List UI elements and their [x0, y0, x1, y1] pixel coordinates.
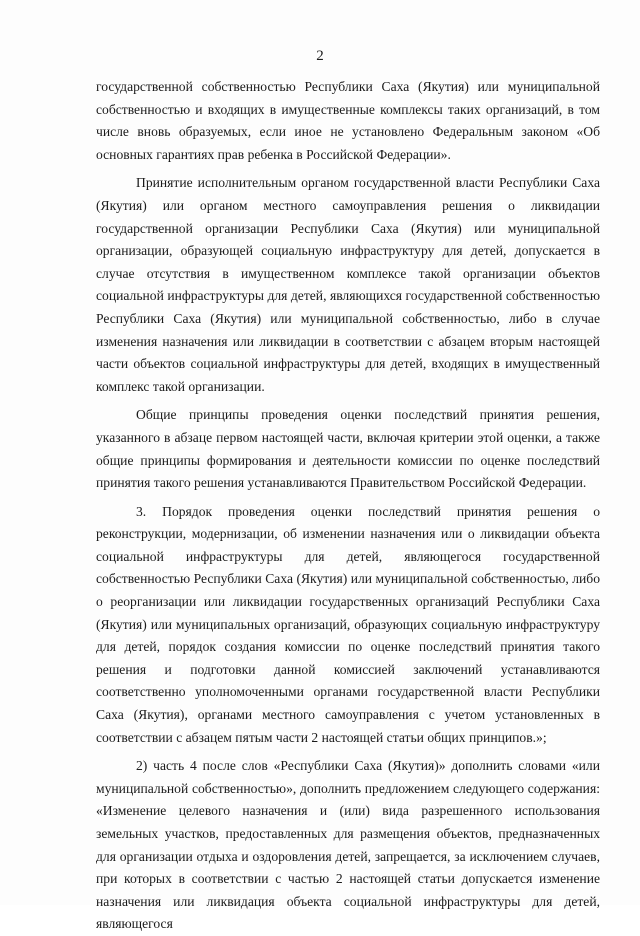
paragraph: Общие принципы проведения оценки последствий принятия решения, указанного в абзаце первом настоящей части, включая критерии этой оценки, а также общие принципы формирования и деятельности комиссии по оценке последствий принятия такого решения устанавливаются Правительством Российской Федерации. [96, 407, 600, 491]
document-body [96, 76, 600, 936]
paragraph: 2) часть 4 после слов «Республики Саха (Якутия)» дополнить словами «или муниципальной собственностью», дополнить предложением следующего содержания: «Изменение целевого назначения и (или) вида разрешенного использования земельных участков, предоставленных для размещения объектов, предназначенных для организации отдыха и оздоровления детей, запрещается, за исключением случаев, при которых в соответствии с частью 2 настоящей статьи допускается изменение назначения или ликвидация объекта социальной инфраструктуры для детей, являющегося [96, 758, 600, 932]
paragraph: 3. Порядок проведения оценки последствий принятия решения о реконструкции, модернизации, об изменении назначения или о ликвидации объекта социальной инфраструктуры для детей, являющегося государственной собственностью Республики Саха (Якутия) или муниципальной собственностью, либо о реорганизации или ликвидации государственных организаций Республики Саха (Якутия) или муниципальных организаций, образующих социальную инфраструктуру для детей, порядок создания комиссии по оценке последствий принятия такого решения и подготовки данной комиссией заключений устанавливаются соответственно уполномоченными органами государственной власти Республики Саха (Якутия), органами местного самоуправления с учетом установленных в соответствии с абзацем пятым части 2 настоящей статьи общих принципов.»; [96, 503, 600, 745]
page-number: 2 [316, 48, 324, 64]
paragraph-continuation: государственной собственностью Республики Саха (Якутия) или муниципальной собственностью и входящих в имущественные комплексы таких организаций, в том числе вновь образуемых, если иное не установлено Федеральным законом «Об основных гарантиях прав ребенка в Российской Федерации». [96, 79, 600, 162]
paragraph: Принятие исполнительным органом государственной власти Республики Саха (Якутия) или органом местного самоуправления решения о ликвидации государственной организации Республики Саха (Якутия) или муниципальной организации, образующей социальную инфраструктуру для детей, допускается в случае отсутствия в имущественном комплексе такой организации объектов социальной инфраструктуры для детей, являющихся государственной собственностью Республики Саха (Якутия) или муниципальной собственностью, либо в случае изменения назначения или ликвидации в соответствии с абзацем вторым настоящей части объектов социальной инфраструктуры для детей, входящих в имущественный комплекс такой организации. [96, 175, 600, 394]
